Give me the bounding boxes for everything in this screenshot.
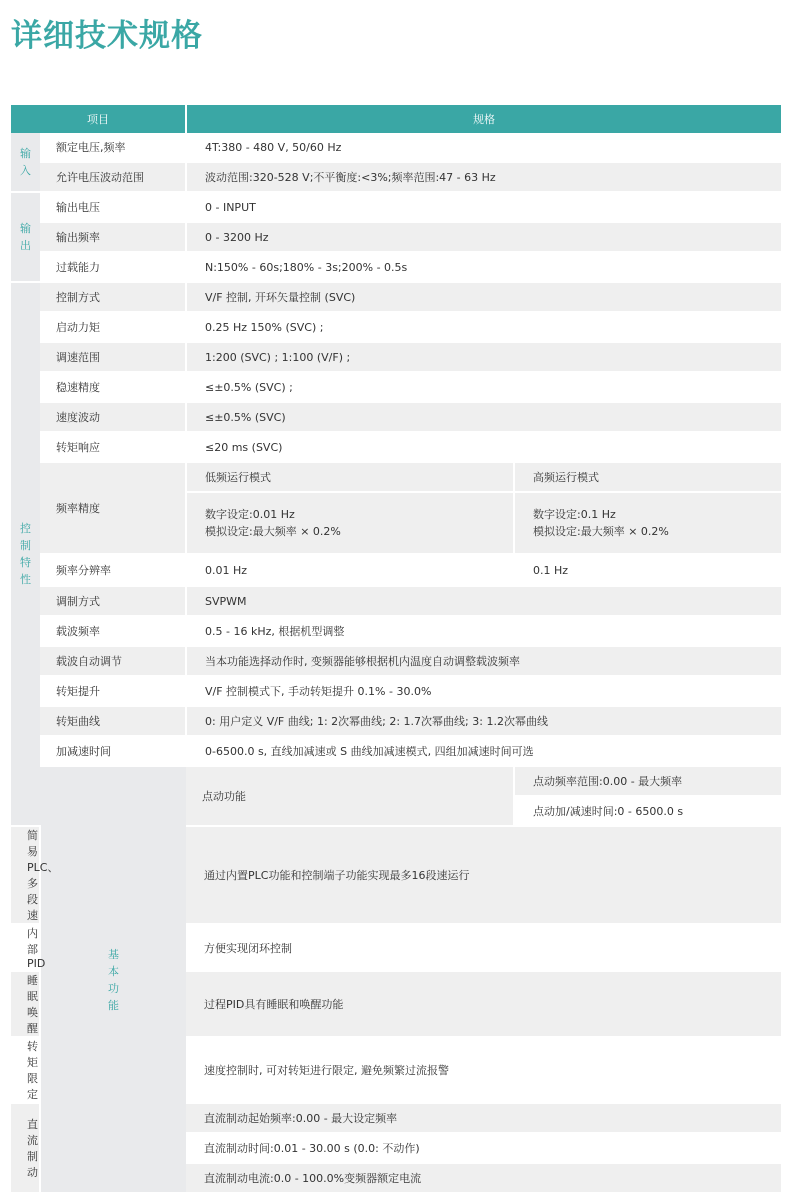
item-label: 频率精度: [40, 462, 186, 554]
item-label: 输出电压: [40, 192, 186, 222]
item-label: 启动力矩: [40, 312, 186, 342]
low-freq-accuracy: [186, 492, 514, 554]
table-row: [11, 402, 781, 432]
page-title: 详细技术规格: [11, 18, 203, 54]
item-value: 速度控制时, 可对转矩进行限定, 避免频繁过流报警: [186, 1037, 781, 1103]
item-value: V/F 控制模式下, 手动转矩提升 0.1% - 30.0%: [186, 676, 781, 706]
item-label: 点动功能: [186, 766, 514, 826]
item-value: 0.5 - 16 kHz, 根据机型调整: [186, 616, 781, 646]
item-label: 允许电压波动范围: [40, 162, 186, 192]
item-label: 速度波动: [40, 402, 186, 432]
freq-resolution-high: 0.1 Hz: [514, 554, 781, 586]
item-label: 额定电压,频率: [40, 133, 186, 162]
item-value: 点动加/减速时间:0 - 6500.0 s: [514, 796, 781, 826]
table-row: [11, 222, 781, 252]
table-row: [11, 192, 781, 222]
item-label: 调速范围: [40, 342, 186, 372]
item-label: 调制方式: [40, 586, 186, 616]
item-label: 加减速时间: [40, 736, 186, 766]
item-label: 频率分辨率: [40, 554, 186, 586]
table-row: [11, 462, 781, 492]
low-freq-mode-header: 低频运行模式: [186, 462, 514, 492]
low-analog-setting: 模拟设定:最大频率 × 0.2%: [205, 525, 341, 538]
item-value: 0 - INPUT: [186, 192, 781, 222]
item-value: 4T:380 - 480 V, 50/60 Hz: [186, 133, 781, 162]
item-value: 方便实现闭环控制: [186, 924, 781, 971]
item-value: 直流制动电流:0.0 - 100.0%变频器额定电流: [186, 1163, 781, 1193]
item-label: 转矩响应: [40, 432, 186, 462]
item-label: 稳速精度: [40, 372, 186, 402]
item-label: 睡眠唤醒: [11, 971, 40, 1037]
high-freq-mode-header: 高频运行模式: [514, 462, 781, 492]
table-row: [11, 766, 781, 796]
table-row: [11, 736, 781, 766]
item-label: 转矩限定: [11, 1037, 40, 1103]
item-label: 简易 PLC、多段速: [11, 826, 40, 924]
item-value: 0: 用户定义 V/F 曲线; 1: 2次幂曲线; 2: 1.7次幂曲线; 3: 1.2次幂曲线: [186, 706, 781, 736]
table-row: [11, 252, 781, 282]
table-row: [11, 312, 781, 342]
table-row: [11, 706, 781, 736]
table-row: [11, 162, 781, 192]
item-value: V/F 控制, 开环矢量控制 (SVC): [186, 282, 781, 312]
item-value: 波动范围:320-528 V;不平衡度:<3%;频率范围:47 - 63 Hz: [186, 162, 781, 192]
table-row: [11, 432, 781, 462]
item-value: SVPWM: [186, 586, 781, 616]
item-value: ≤20 ms (SVC): [186, 432, 781, 462]
item-value: 点动频率范围:0.00 - 最大频率: [514, 766, 781, 796]
item-label: 直流制动: [11, 1103, 40, 1193]
item-value: N:150% - 60s;180% - 3s;200% - 0.5s: [186, 252, 781, 282]
table-row: [11, 133, 781, 162]
high-freq-accuracy: [514, 492, 781, 554]
table-row: [11, 282, 781, 312]
item-value: 过程PID具有睡眠和唤醒功能: [186, 971, 781, 1037]
high-analog-setting: 模拟设定:最大频率 × 0.2%: [533, 525, 669, 538]
item-label: 输出频率: [40, 222, 186, 252]
item-label: 转矩曲线: [40, 706, 186, 736]
item-value: ≤±0.5% (SVC) ;: [186, 372, 781, 402]
header-item: 项目: [11, 105, 186, 133]
header-spec: 规格: [186, 105, 781, 133]
freq-resolution-low: 0.01 Hz: [186, 554, 514, 586]
item-value: 1:200 (SVC) ; 1:100 (V/F) ;: [186, 342, 781, 372]
spec-table: [11, 105, 781, 1194]
low-digital-setting: 数字设定:0.01 Hz: [205, 508, 295, 521]
high-digital-setting: 数字设定:0.1 Hz: [533, 508, 616, 521]
item-value: 直流制动起始频率:0.00 - 最大设定频率: [186, 1103, 781, 1133]
item-label: 控制方式: [40, 282, 186, 312]
item-value: 通过内置PLC功能和控制端子功能实现最多16段速运行: [186, 826, 781, 924]
table-row: [11, 586, 781, 616]
item-value: ≤±0.5% (SVC): [186, 402, 781, 432]
item-value: 0-6500.0 s, 直线加减速或 S 曲线加减速模式, 四组加减速时间可选: [186, 736, 781, 766]
category-control: 控制特性: [11, 282, 40, 826]
table-row: [11, 342, 781, 372]
item-label: 载波自动调节: [40, 646, 186, 676]
item-value: 0.25 Hz 150% (SVC) ;: [186, 312, 781, 342]
item-label: 载波频率: [40, 616, 186, 646]
item-label: 转矩提升: [40, 676, 186, 706]
item-value: 当本功能选择动作时, 变频器能够根据机内温度自动调整载波频率: [186, 646, 781, 676]
table-row: [11, 554, 781, 586]
table-row: [11, 372, 781, 402]
item-value: 0 - 3200 Hz: [186, 222, 781, 252]
category-output: 输出: [11, 192, 40, 282]
table-header-row: [11, 105, 781, 133]
table-row: [11, 676, 781, 706]
item-label: 过载能力: [40, 252, 186, 282]
category-basic: 基本功能: [40, 766, 186, 1193]
table-row: [11, 646, 781, 676]
item-label: 内部 PID: [11, 924, 40, 971]
item-value: 直流制动时间:0.01 - 30.00 s (0.0: 不动作): [186, 1133, 781, 1163]
category-input: 输入: [11, 133, 40, 192]
table-row: [11, 616, 781, 646]
